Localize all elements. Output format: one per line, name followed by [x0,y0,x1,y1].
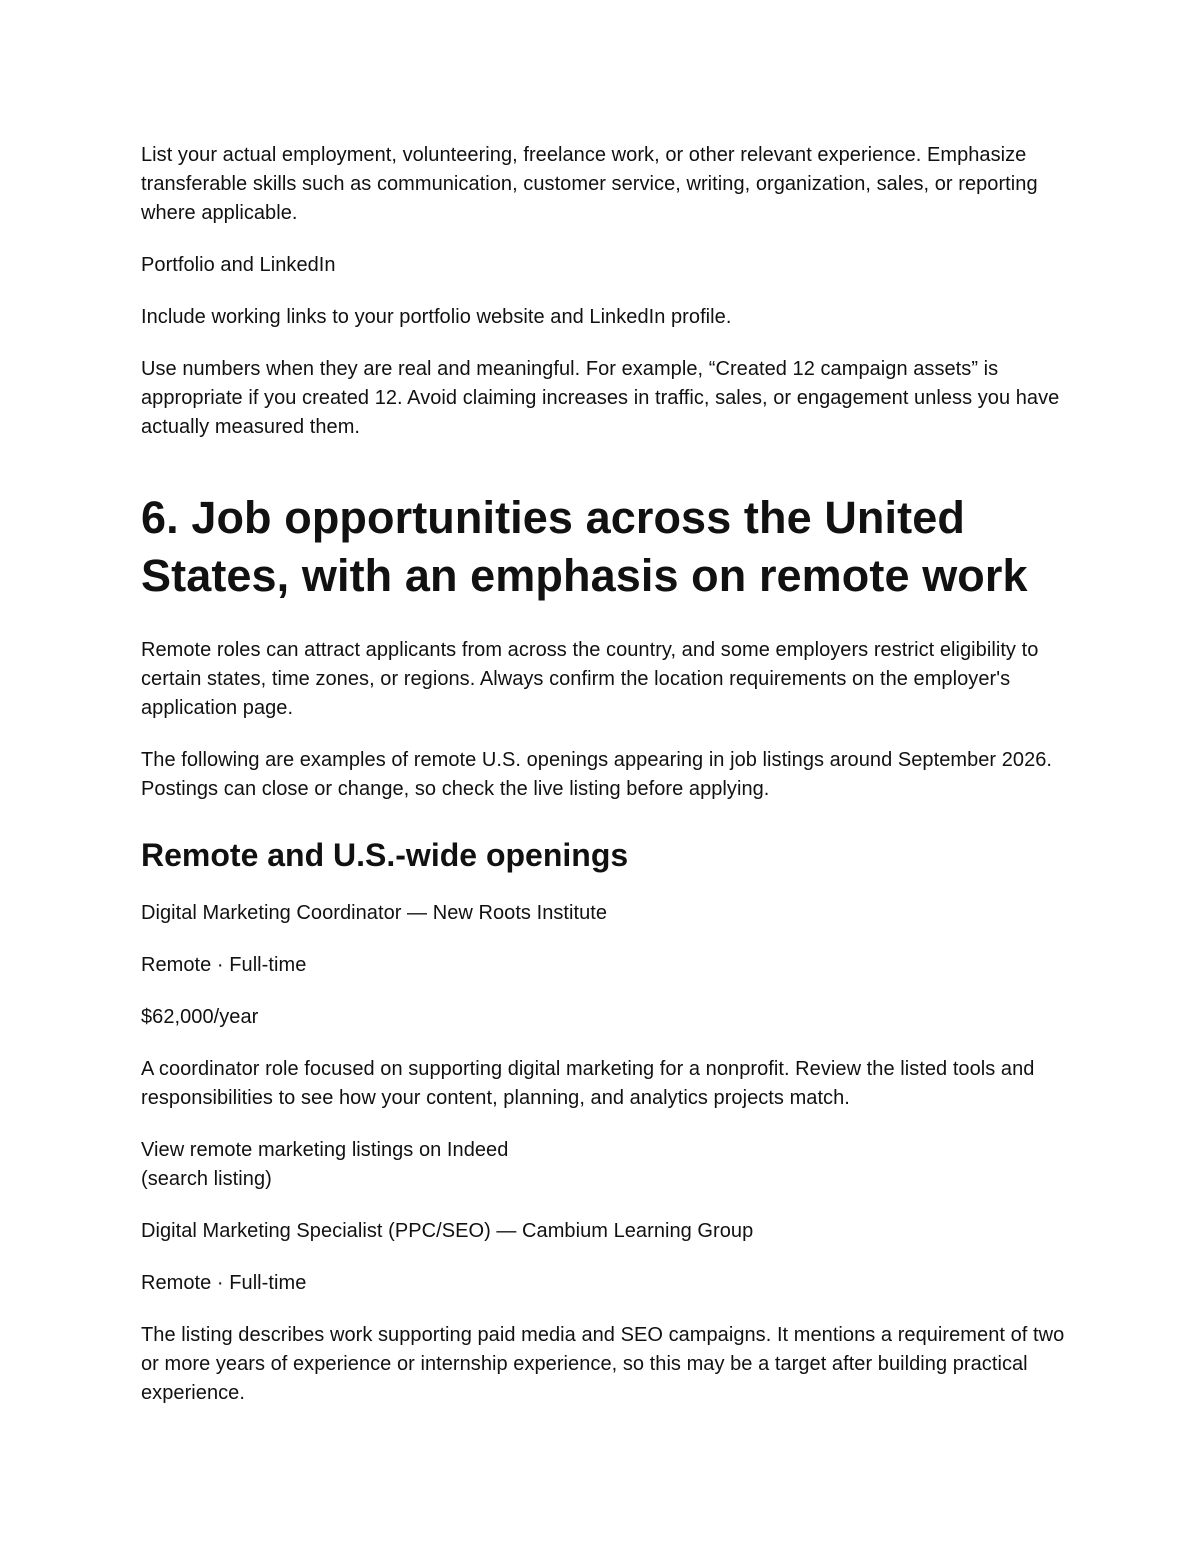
experience-paragraph: List your actual employment, volunteering, freelance work, or other relevant experience. Emphasize transferable skills such as communication, customer service, writing, organization, sales, or reporting where applicable. [141,144,1038,224]
portfolio-heading: Portfolio and LinkedIn [141,254,336,276]
job-listing [141,1217,1071,1408]
numbers-paragraph: Use numbers when they are real and meaningful. For example, “Created 12 campaign assets” is appropriate if you created 12. Avoid claiming increases in traffic, sales, or engagement unless you have actually measured them. [141,358,1060,438]
job-link[interactable]: View remote marketing listings on Indeed [141,1139,509,1161]
job-listing [141,899,1071,1194]
job-salary: $62,000/year [141,1006,259,1028]
job-link-note: (search listing) [141,1168,272,1190]
section-title: 6. Job opportunities across the United States, with an emphasis on remote work [141,492,1028,601]
job-description: A coordinator role focused on supporting digital marketing for a nonprofit. Review the listed tools and responsibilities to see how your content, planning, and analytics projects match. [141,1058,1035,1109]
job-description: The listing describes work supporting paid media and SEO campaigns. It mentions a requirement of two or more years of experience or internship experience, so this may be a target after building practical experience. [141,1324,1065,1404]
job-meta: Remote · Full-time [141,1272,307,1294]
portfolio-paragraph: Include working links to your portfolio website and LinkedIn profile. [141,306,732,328]
job-title: Digital Marketing Coordinator — New Roots Institute [141,902,608,924]
examples-paragraph: The following are examples of remote U.S. openings appearing in job listings around September 2026. Postings can close or change, so check the live listing before applying. [141,749,1053,800]
job-title: Digital Marketing Specialist (PPC/SEO) — Cambium Learning Group [141,1220,754,1242]
remote-roles-paragraph: Remote roles can attract applicants from across the country, and some employers restrict eligibility to certain states, time zones, or regions. Always confirm the location requirements on the employer's application page. [141,639,1039,719]
document-page [141,141,1071,1431]
job-meta: Remote · Full-time [141,954,307,976]
openings-subheading: Remote and U.S.-wide openings [141,837,629,873]
